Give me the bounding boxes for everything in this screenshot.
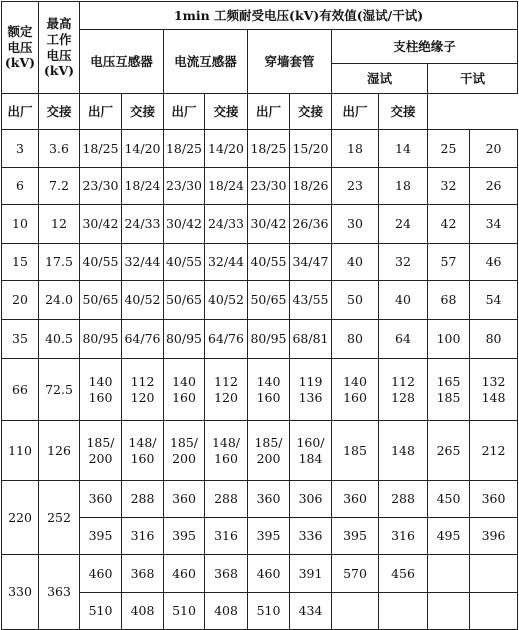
sub-header-handover-wet: 交接 <box>290 94 332 130</box>
cell-vt-factory: 23/30 <box>80 168 122 205</box>
cell-ct-factory: 185/ 200 <box>164 421 205 481</box>
cell-dry-handover: 54 <box>470 281 518 320</box>
cell-ct-factory: 360 <box>164 481 205 518</box>
cell-vt-handover: 408 <box>122 593 164 630</box>
cell-vt-handover: 18/24 <box>122 168 164 205</box>
cell-dry-factory <box>428 555 470 593</box>
cell-ct-factory: 510 <box>164 593 205 630</box>
cell-vt-factory: 395 <box>80 518 122 555</box>
cell-vt-factory: 50/65 <box>80 281 122 320</box>
cell-bushing-handover: 434 <box>290 593 332 630</box>
cell-ct-handover: 112 120 <box>205 359 248 421</box>
group-header-voltage-transformer: 电压互感器 <box>80 30 164 94</box>
table-row <box>2 555 518 593</box>
cell-dry-factory: 165 185 <box>428 359 470 421</box>
cell-bushing-factory: 460 <box>248 555 290 593</box>
cell-bushing-factory: 360 <box>248 481 290 518</box>
cell-dry-factory: 68 <box>428 281 470 320</box>
cell-dry-factory: 42 <box>428 205 470 244</box>
cell-max-voltage: 40.5 <box>39 320 80 359</box>
cell-bushing-handover: 306 <box>290 481 332 518</box>
table-row <box>2 281 518 320</box>
withstand-voltage-table <box>1 1 518 630</box>
cell-vt-factory: 185/ 200 <box>80 421 122 481</box>
cell-rated-voltage: 10 <box>2 205 39 244</box>
table-row <box>2 130 518 168</box>
table-row <box>2 168 518 205</box>
cell-vt-handover: 64/76 <box>122 320 164 359</box>
cell-rated-voltage: 35 <box>2 320 39 359</box>
cell-vt-factory: 18/25 <box>80 130 122 168</box>
cell-bushing-factory: 395 <box>248 518 290 555</box>
cell-dry-handover: 360 <box>470 481 518 518</box>
cell-rated-voltage: 330 <box>2 555 39 630</box>
cell-vt-handover: 24/33 <box>122 205 164 244</box>
cell-max-voltage: 72.5 <box>39 359 80 421</box>
table-row <box>2 593 518 630</box>
cell-rated-voltage: 66 <box>2 359 39 421</box>
cell-vt-factory: 40/55 <box>80 244 122 281</box>
table-row <box>2 481 518 518</box>
cell-vt-factory: 510 <box>80 593 122 630</box>
cell-vt-factory: 140 160 <box>80 359 122 421</box>
cell-bushing-factory: 80/95 <box>248 320 290 359</box>
cell-bushing-factory: 18/25 <box>248 130 290 168</box>
cell-max-voltage: 363 <box>39 555 80 630</box>
cell-rated-voltage: 3 <box>2 130 39 168</box>
cell-vt-handover: 32/44 <box>122 244 164 281</box>
cell-bushing-factory: 40/55 <box>248 244 290 281</box>
cell-bushing-handover: 119 136 <box>290 359 332 421</box>
cell-wet-handover: 456 <box>379 555 428 593</box>
col-header-max-voltage: 最高 工作 电压 (kV) <box>39 2 80 94</box>
col-header-test-title: 1min 工频耐受电压(kV)有效值(湿试/干试) <box>80 2 518 30</box>
cell-vt-factory: 80/95 <box>80 320 122 359</box>
cell-wet-handover: 148 <box>379 421 428 481</box>
cell-dry-factory: 265 <box>428 421 470 481</box>
cell-ct-factory: 460 <box>164 555 205 593</box>
sub-header-factory-bushing: 出厂 <box>164 94 205 130</box>
cell-rated-voltage: 15 <box>2 244 39 281</box>
cell-dry-handover: 26 <box>470 168 518 205</box>
cell-ct-factory: 50/65 <box>164 281 205 320</box>
sub-header-handover-vt: 交接 <box>39 94 80 130</box>
cell-ct-factory: 395 <box>164 518 205 555</box>
cell-wet-handover: 18 <box>379 168 428 205</box>
cell-ct-handover: 24/33 <box>205 205 248 244</box>
cell-vt-handover: 40/52 <box>122 281 164 320</box>
cell-wet-factory: 80 <box>332 320 379 359</box>
cell-vt-factory: 30/42 <box>80 205 122 244</box>
cell-rated-voltage: 110 <box>2 421 39 481</box>
sub-header-factory-wet: 出厂 <box>248 94 290 130</box>
cell-vt-handover: 112 120 <box>122 359 164 421</box>
cell-ct-handover: 64/76 <box>205 320 248 359</box>
cell-ct-handover: 18/24 <box>205 168 248 205</box>
cell-dry-handover: 20 <box>470 130 518 168</box>
table-row <box>2 244 518 281</box>
cell-dry-handover <box>470 555 518 593</box>
sub-header-handover-dry: 交接 <box>379 94 428 130</box>
cell-bushing-factory: 140 160 <box>248 359 290 421</box>
cell-wet-handover: 32 <box>379 244 428 281</box>
cell-dry-handover: 396 <box>470 518 518 555</box>
cell-ct-handover: 40/52 <box>205 281 248 320</box>
cell-dry-factory: 450 <box>428 481 470 518</box>
cell-wet-factory: 395 <box>332 518 379 555</box>
cell-vt-factory: 460 <box>80 555 122 593</box>
cell-ct-factory: 23/30 <box>164 168 205 205</box>
cell-vt-handover: 288 <box>122 481 164 518</box>
cell-max-voltage: 12 <box>39 205 80 244</box>
sub-header-factory-ct: 出厂 <box>80 94 122 130</box>
cell-max-voltage: 252 <box>39 481 80 555</box>
sub-header-factory-vt: 出厂 <box>2 94 39 130</box>
cell-dry-handover <box>470 593 518 630</box>
cell-bushing-handover: 26/36 <box>290 205 332 244</box>
table-row <box>2 320 518 359</box>
cell-wet-handover <box>379 593 428 630</box>
cell-bushing-handover: 336 <box>290 518 332 555</box>
cell-max-voltage: 24.0 <box>39 281 80 320</box>
cell-wet-factory: 140 160 <box>332 359 379 421</box>
col-header-rated-voltage: 额定 电压 (kV) <box>2 2 39 94</box>
cell-wet-handover: 14 <box>379 130 428 168</box>
cell-dry-factory <box>428 593 470 630</box>
cell-dry-handover: 212 <box>470 421 518 481</box>
cell-vt-factory: 360 <box>80 481 122 518</box>
cell-bushing-handover: 68/81 <box>290 320 332 359</box>
table-row <box>2 359 518 421</box>
cell-wet-handover: 112 128 <box>379 359 428 421</box>
cell-bushing-handover: 34/47 <box>290 244 332 281</box>
cell-dry-factory: 25 <box>428 130 470 168</box>
cell-vt-handover: 368 <box>122 555 164 593</box>
cell-dry-handover: 80 <box>470 320 518 359</box>
cell-wet-handover: 64 <box>379 320 428 359</box>
cell-wet-factory <box>332 593 379 630</box>
cell-wet-factory: 50 <box>332 281 379 320</box>
cell-dry-factory: 57 <box>428 244 470 281</box>
cell-wet-handover: 316 <box>379 518 428 555</box>
cell-ct-factory: 80/95 <box>164 320 205 359</box>
cell-bushing-factory: 185/ 200 <box>248 421 290 481</box>
cell-bushing-factory: 30/42 <box>248 205 290 244</box>
cell-bushing-factory: 510 <box>248 593 290 630</box>
cell-wet-factory: 30 <box>332 205 379 244</box>
cell-wet-factory: 570 <box>332 555 379 593</box>
cell-bushing-factory: 50/65 <box>248 281 290 320</box>
cell-ct-handover: 148/ 160 <box>205 421 248 481</box>
cell-rated-voltage: 220 <box>2 481 39 555</box>
cell-bushing-handover: 18/26 <box>290 168 332 205</box>
group-header-post-insulator: 支柱绝缘子 <box>332 30 518 64</box>
group-header-current-transformer: 电流互感器 <box>164 30 248 94</box>
cell-vt-handover: 14/20 <box>122 130 164 168</box>
cell-rated-voltage: 6 <box>2 168 39 205</box>
cell-dry-factory: 100 <box>428 320 470 359</box>
cell-wet-factory: 185 <box>332 421 379 481</box>
cell-bushing-handover: 15/20 <box>290 130 332 168</box>
cell-ct-handover: 368 <box>205 555 248 593</box>
cell-max-voltage: 17.5 <box>39 244 80 281</box>
cell-dry-factory: 32 <box>428 168 470 205</box>
cell-ct-factory: 40/55 <box>164 244 205 281</box>
cell-bushing-handover: 160/ 184 <box>290 421 332 481</box>
cell-dry-handover: 34 <box>470 205 518 244</box>
cell-vt-handover: 148/ 160 <box>122 421 164 481</box>
cell-bushing-factory: 23/30 <box>248 168 290 205</box>
table-row <box>2 205 518 244</box>
cell-max-voltage: 7.2 <box>39 168 80 205</box>
sub-header-factory-dry: 出厂 <box>332 94 379 130</box>
cell-ct-handover: 316 <box>205 518 248 555</box>
cell-wet-factory: 23 <box>332 168 379 205</box>
cell-ct-handover: 14/20 <box>205 130 248 168</box>
cell-wet-factory: 18 <box>332 130 379 168</box>
cell-max-voltage: 3.6 <box>39 130 80 168</box>
table-row <box>2 421 518 481</box>
subgroup-header-dry: 干试 <box>428 64 518 94</box>
cell-ct-handover: 32/44 <box>205 244 248 281</box>
cell-wet-factory: 360 <box>332 481 379 518</box>
cell-rated-voltage: 20 <box>2 281 39 320</box>
cell-ct-handover: 288 <box>205 481 248 518</box>
cell-dry-handover: 46 <box>470 244 518 281</box>
sub-header-handover-bushing: 交接 <box>205 94 248 130</box>
cell-max-voltage: 126 <box>39 421 80 481</box>
cell-wet-handover: 24 <box>379 205 428 244</box>
cell-dry-handover: 132 148 <box>470 359 518 421</box>
cell-wet-factory: 40 <box>332 244 379 281</box>
cell-wet-handover: 40 <box>379 281 428 320</box>
group-header-wall-bushing: 穿墙套管 <box>248 30 332 94</box>
cell-ct-factory: 18/25 <box>164 130 205 168</box>
table-row <box>2 518 518 555</box>
subgroup-header-wet: 湿试 <box>332 64 428 94</box>
cell-vt-handover: 316 <box>122 518 164 555</box>
cell-ct-factory: 30/42 <box>164 205 205 244</box>
cell-ct-handover: 408 <box>205 593 248 630</box>
cell-ct-factory: 140 160 <box>164 359 205 421</box>
sub-header-handover-ct: 交接 <box>122 94 164 130</box>
cell-dry-factory: 495 <box>428 518 470 555</box>
cell-bushing-handover: 391 <box>290 555 332 593</box>
cell-wet-handover: 288 <box>379 481 428 518</box>
cell-bushing-handover: 43/55 <box>290 281 332 320</box>
